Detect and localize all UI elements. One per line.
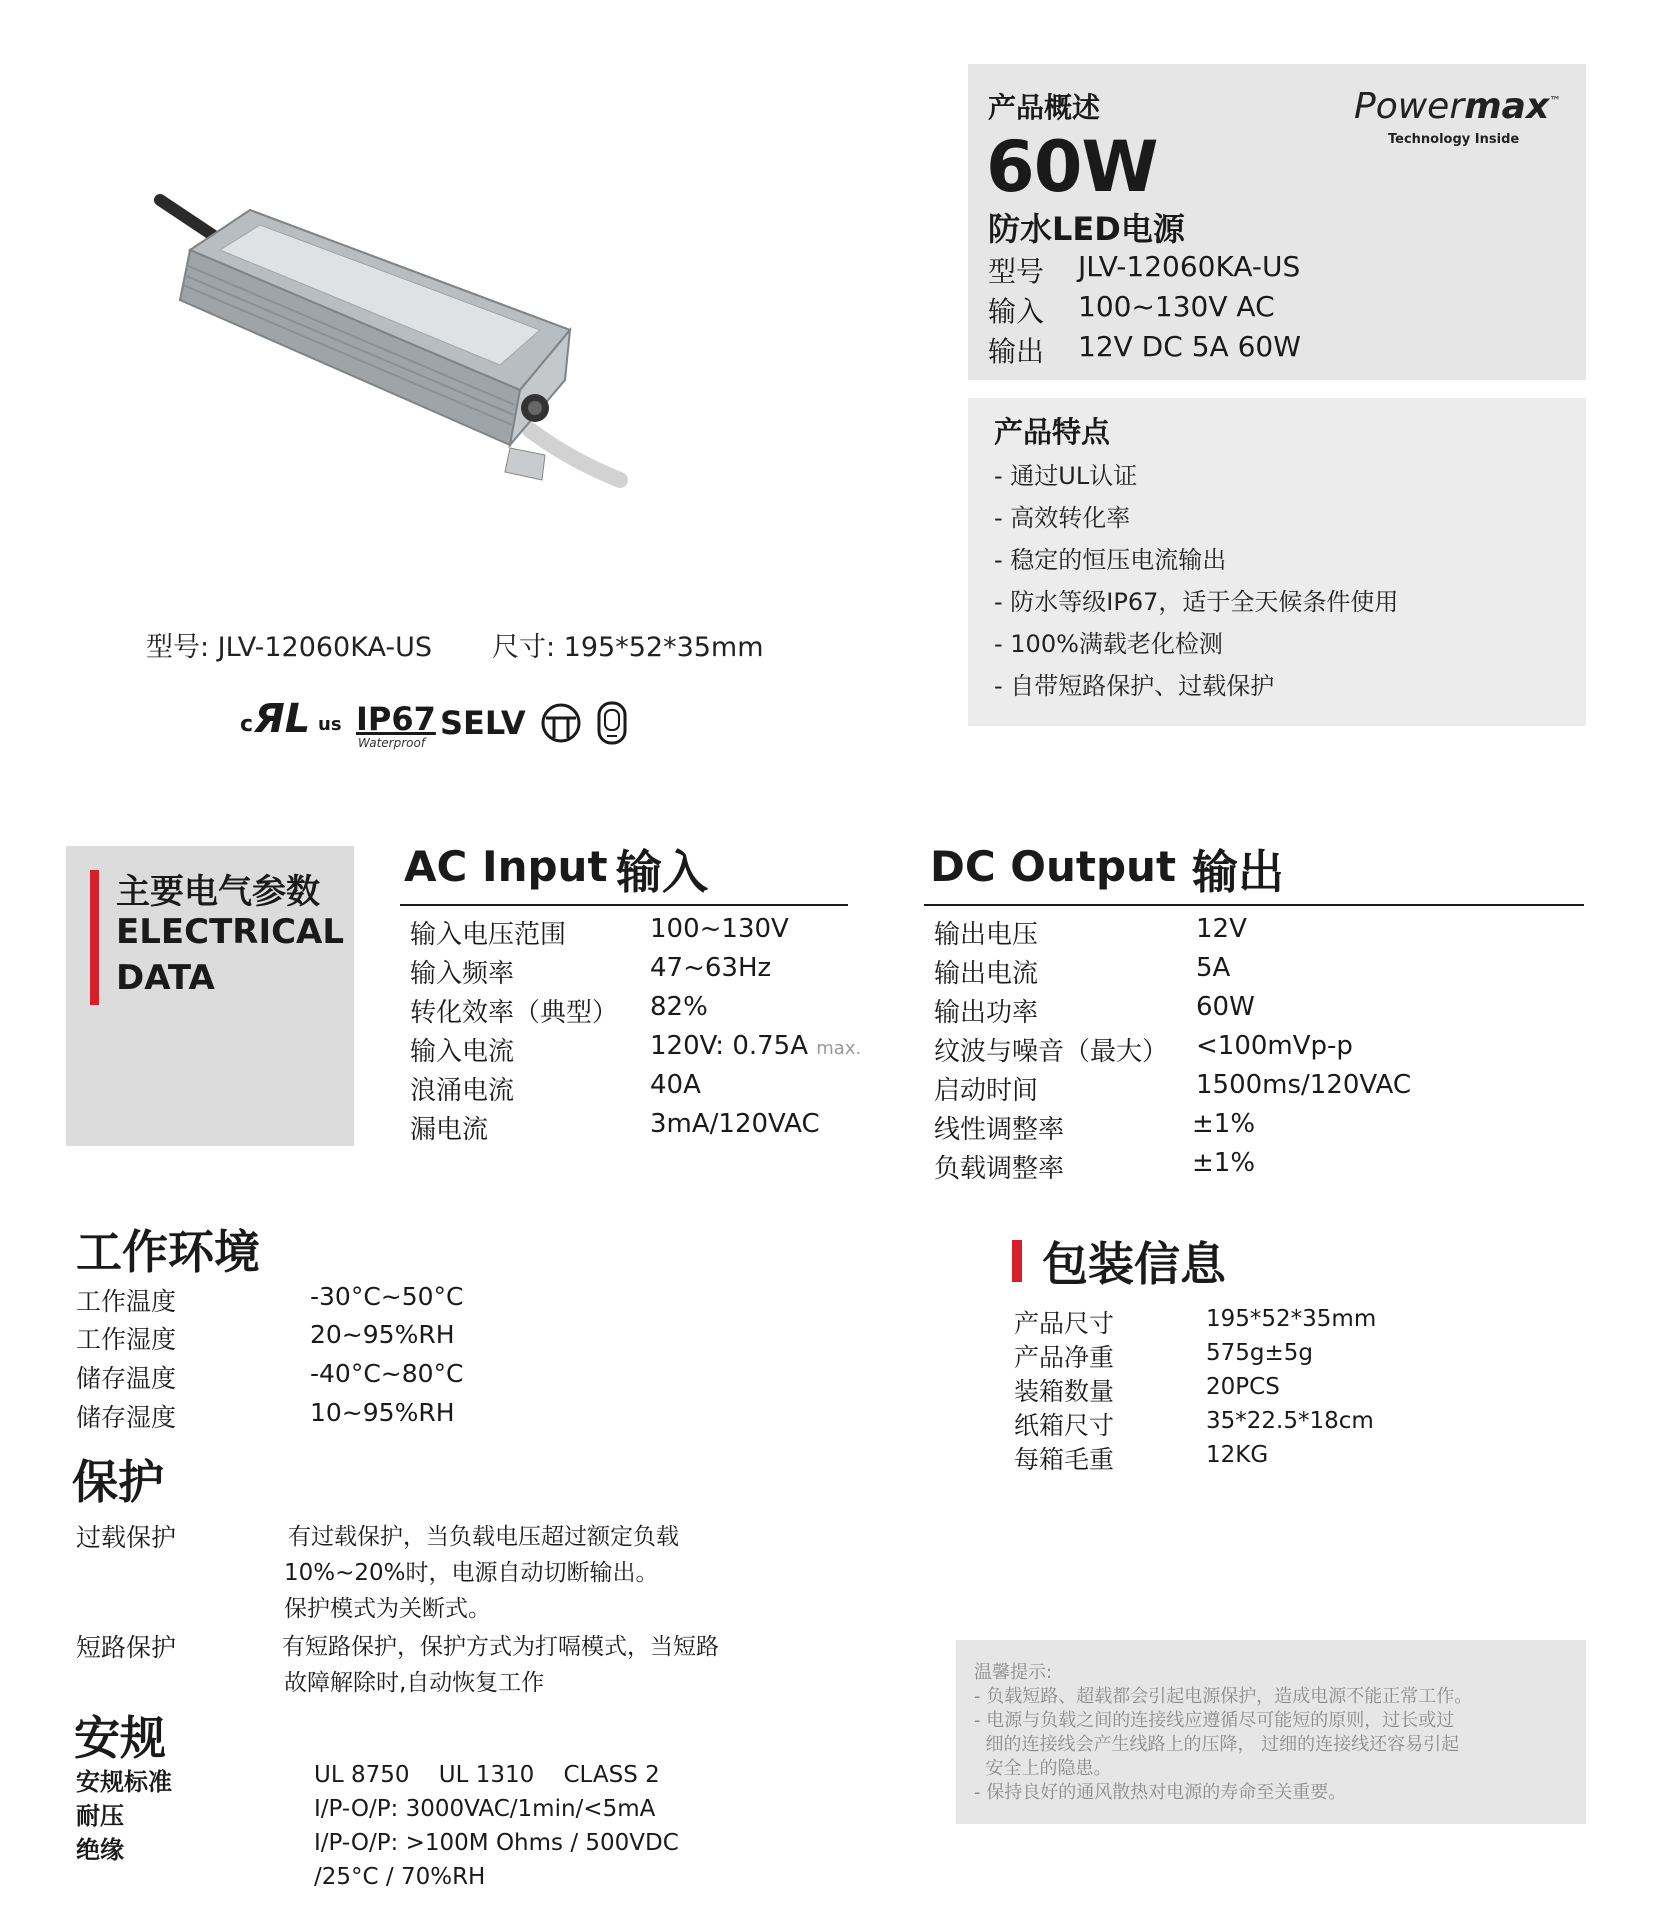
- environment-title: 工作环境: [76, 1225, 260, 1279]
- tip-line: 细的连接线会产生线路上的压降， 过细的连接线还容易引起: [974, 1734, 1460, 1755]
- ac-input-rule: [400, 904, 848, 906]
- pack-label: 纸箱尺寸: [1014, 1411, 1115, 1440]
- pack-value: 35*22.5*18cm: [1206, 1408, 1374, 1434]
- safety-value-extra: /25°C / 70%RH: [314, 1864, 486, 1890]
- dc-value: <100mVp-p: [1196, 1031, 1353, 1061]
- power-rating: 60W: [986, 126, 1158, 208]
- feature-item: - 高效转化率: [994, 504, 1131, 532]
- tip-line: - 电源与负载之间的连接线应遵循尽可能短的原则，过长或过: [974, 1710, 1455, 1731]
- ac-value: 82%: [650, 992, 708, 1022]
- brand-logo: [1354, 86, 1561, 127]
- ip67-logo: IP67: [356, 700, 436, 738]
- short-circuit-text-line: 有短路保护，保护方式为打嗝模式，当短路: [282, 1634, 719, 1660]
- spec-label-output: 输出: [988, 335, 1045, 368]
- packaging-accent-bar: [1012, 1240, 1022, 1282]
- spec-value-output: 12V DC 5A 60W: [1078, 330, 1301, 363]
- ac-value: 3mA/120VAC: [650, 1109, 820, 1139]
- dc-output-rule: [924, 904, 1584, 906]
- feature-item: - 稳定的恒压电流输出: [994, 546, 1227, 574]
- protection-title: 保护: [72, 1455, 164, 1509]
- dc-value: 12V: [1196, 914, 1247, 944]
- product-image: [150, 180, 650, 510]
- safety-value: UL 8750 UL 1310 CLASS 2: [314, 1762, 660, 1788]
- env-label: 工作温度: [76, 1287, 177, 1316]
- ac-value: 40A: [650, 1070, 701, 1100]
- ac-value: 100~130V: [650, 914, 789, 944]
- feature-item: - 防水等级IP67，适于全天候条件使用: [994, 588, 1399, 616]
- pack-label: 产品净重: [1014, 1343, 1115, 1372]
- env-label: 储存温度: [76, 1364, 177, 1393]
- tip-line: - 负载短路、超载都会引起电源保护，造成电源不能正常工作。: [974, 1686, 1473, 1707]
- dc-value: 5A: [1196, 953, 1231, 983]
- env-value: 10~95%RH: [310, 1398, 455, 1427]
- ac-label: 漏电流: [410, 1115, 489, 1145]
- ac-value: 120V: 0.75A: [650, 1031, 808, 1061]
- lamp-safety-icon: [596, 700, 628, 746]
- brand-tagline: Technology Inside: [1388, 132, 1520, 147]
- selv-logo: SELV: [440, 704, 526, 742]
- overview-heading: 产品概述: [988, 91, 1101, 124]
- overload-text-line: 有过载保护，当负载电压超过额定负载: [288, 1524, 679, 1550]
- dc-label: 纹波与噪音（最大）: [934, 1037, 1169, 1067]
- pack-value: 12KG: [1206, 1442, 1269, 1468]
- ul-c-text: c: [240, 712, 254, 737]
- ac-input-title-en: AC Input: [404, 842, 608, 891]
- electrical-title-en-2: DATA: [116, 958, 215, 998]
- dc-value: ±1%: [1192, 1109, 1256, 1139]
- brand-suffix: max: [1464, 86, 1550, 127]
- dc-label: 启动时间: [934, 1076, 1039, 1106]
- ac-label: 输入电压范围: [410, 920, 567, 950]
- pack-value: 195*52*35mm: [1206, 1306, 1377, 1332]
- tip-line: 安全上的隐患。: [974, 1758, 1112, 1779]
- tips-title: 温馨提示:: [974, 1662, 1053, 1683]
- safety-label: 绝缘: [76, 1836, 124, 1864]
- env-label: 储存湿度: [76, 1403, 177, 1432]
- ac-value: 47~63Hz: [650, 953, 772, 983]
- caption-size: 尺寸: 195*52*35mm: [492, 632, 764, 663]
- waterproof-text: Waterproof: [358, 736, 426, 750]
- overload-label: 过载保护: [76, 1523, 177, 1552]
- features-heading: 产品特点: [994, 415, 1111, 449]
- max-suffix: max.: [816, 1038, 862, 1059]
- tips-panel: [956, 1640, 1586, 1824]
- ul-logo: ЯL: [254, 696, 311, 742]
- feature-item: - 通过UL认证: [994, 462, 1138, 490]
- pack-label: 装箱数量: [1014, 1377, 1115, 1406]
- packaging-title: 包装信息: [1042, 1237, 1226, 1291]
- accent-bar: [90, 870, 99, 1005]
- env-label: 工作湿度: [76, 1325, 177, 1354]
- electrical-data-panel: [66, 846, 354, 1146]
- safety-value: I/P-O/P: >100M Ohms / 500VDC: [314, 1830, 679, 1856]
- spec-label-model: 型号: [988, 255, 1045, 288]
- safety-title: 安规: [74, 1711, 166, 1765]
- env-value: -30°C~50°C: [310, 1282, 464, 1311]
- dc-label: 输出功率: [934, 998, 1039, 1028]
- spec-value-model: JLV-12060KA-US: [1078, 250, 1301, 283]
- brand-tm: ™: [1549, 94, 1562, 108]
- short-circuit-text-line: 故障解除时,自动恢复工作: [284, 1670, 545, 1696]
- spec-value-input: 100~130V AC: [1078, 290, 1275, 323]
- dc-label: 线性调整率: [934, 1115, 1065, 1145]
- overload-text-line: 保护模式为关断式。: [284, 1596, 491, 1622]
- safety-label: 耐压: [76, 1802, 124, 1830]
- electrical-title-en-1: ELECTRICAL: [116, 912, 345, 952]
- dc-value: 60W: [1196, 992, 1255, 1022]
- dc-output-title-cn: 输出: [1192, 845, 1284, 899]
- ac-label: 输入电流: [410, 1037, 515, 1067]
- dc-output-title-en: DC Output: [930, 842, 1177, 891]
- overload-text-line: 10%~20%时，电源自动切断输出。: [284, 1560, 659, 1586]
- ac-label: 浪涌电流: [410, 1076, 515, 1106]
- dc-label: 输出电压: [934, 920, 1039, 950]
- dc-label: 负载调整率: [934, 1154, 1065, 1184]
- dc-value: ±1%: [1192, 1148, 1256, 1178]
- electrical-title-cn: 主要电气参数: [116, 872, 320, 912]
- pack-value: 575g±5g: [1206, 1340, 1314, 1366]
- pack-value: 20PCS: [1206, 1374, 1280, 1400]
- tip-line: - 保持良好的通风散热对电源的寿命至关重要。: [974, 1782, 1347, 1803]
- caption-model: 型号: JLV-12060KA-US: [146, 632, 432, 663]
- ac-label: 输入频率: [410, 959, 515, 989]
- pack-label: 每箱毛重: [1014, 1445, 1115, 1474]
- brand-prefix: Power: [1354, 86, 1465, 127]
- product-name: 防水LED电源: [988, 210, 1185, 248]
- safety-value: I/P-O/P: 3000VAC/1min/<5mA: [314, 1796, 656, 1822]
- ac-label: 转化效率（典型）: [410, 998, 619, 1028]
- pack-label: 产品尺寸: [1014, 1309, 1115, 1338]
- feature-item: - 自带短路保护、过载保护: [994, 672, 1275, 700]
- ul-us-text: us: [318, 714, 342, 735]
- class2-double-insulation-icon: [540, 702, 582, 744]
- product-overview-panel: [968, 64, 1586, 380]
- env-value: 20~95%RH: [310, 1320, 455, 1349]
- ac-input-title-cn: 输入: [616, 845, 708, 899]
- ac-value-input-current: [650, 1031, 861, 1061]
- env-value: -40°C~80°C: [310, 1359, 464, 1388]
- spec-label-input: 输入: [988, 295, 1045, 328]
- short-circuit-label: 短路保护: [76, 1633, 177, 1662]
- dc-value: 1500ms/120VAC: [1196, 1070, 1412, 1100]
- feature-item: - 100%满载老化检测: [994, 630, 1223, 658]
- product-features-panel: [968, 398, 1586, 726]
- dc-label: 输出电流: [934, 959, 1039, 989]
- safety-label: 安规标准: [76, 1768, 172, 1796]
